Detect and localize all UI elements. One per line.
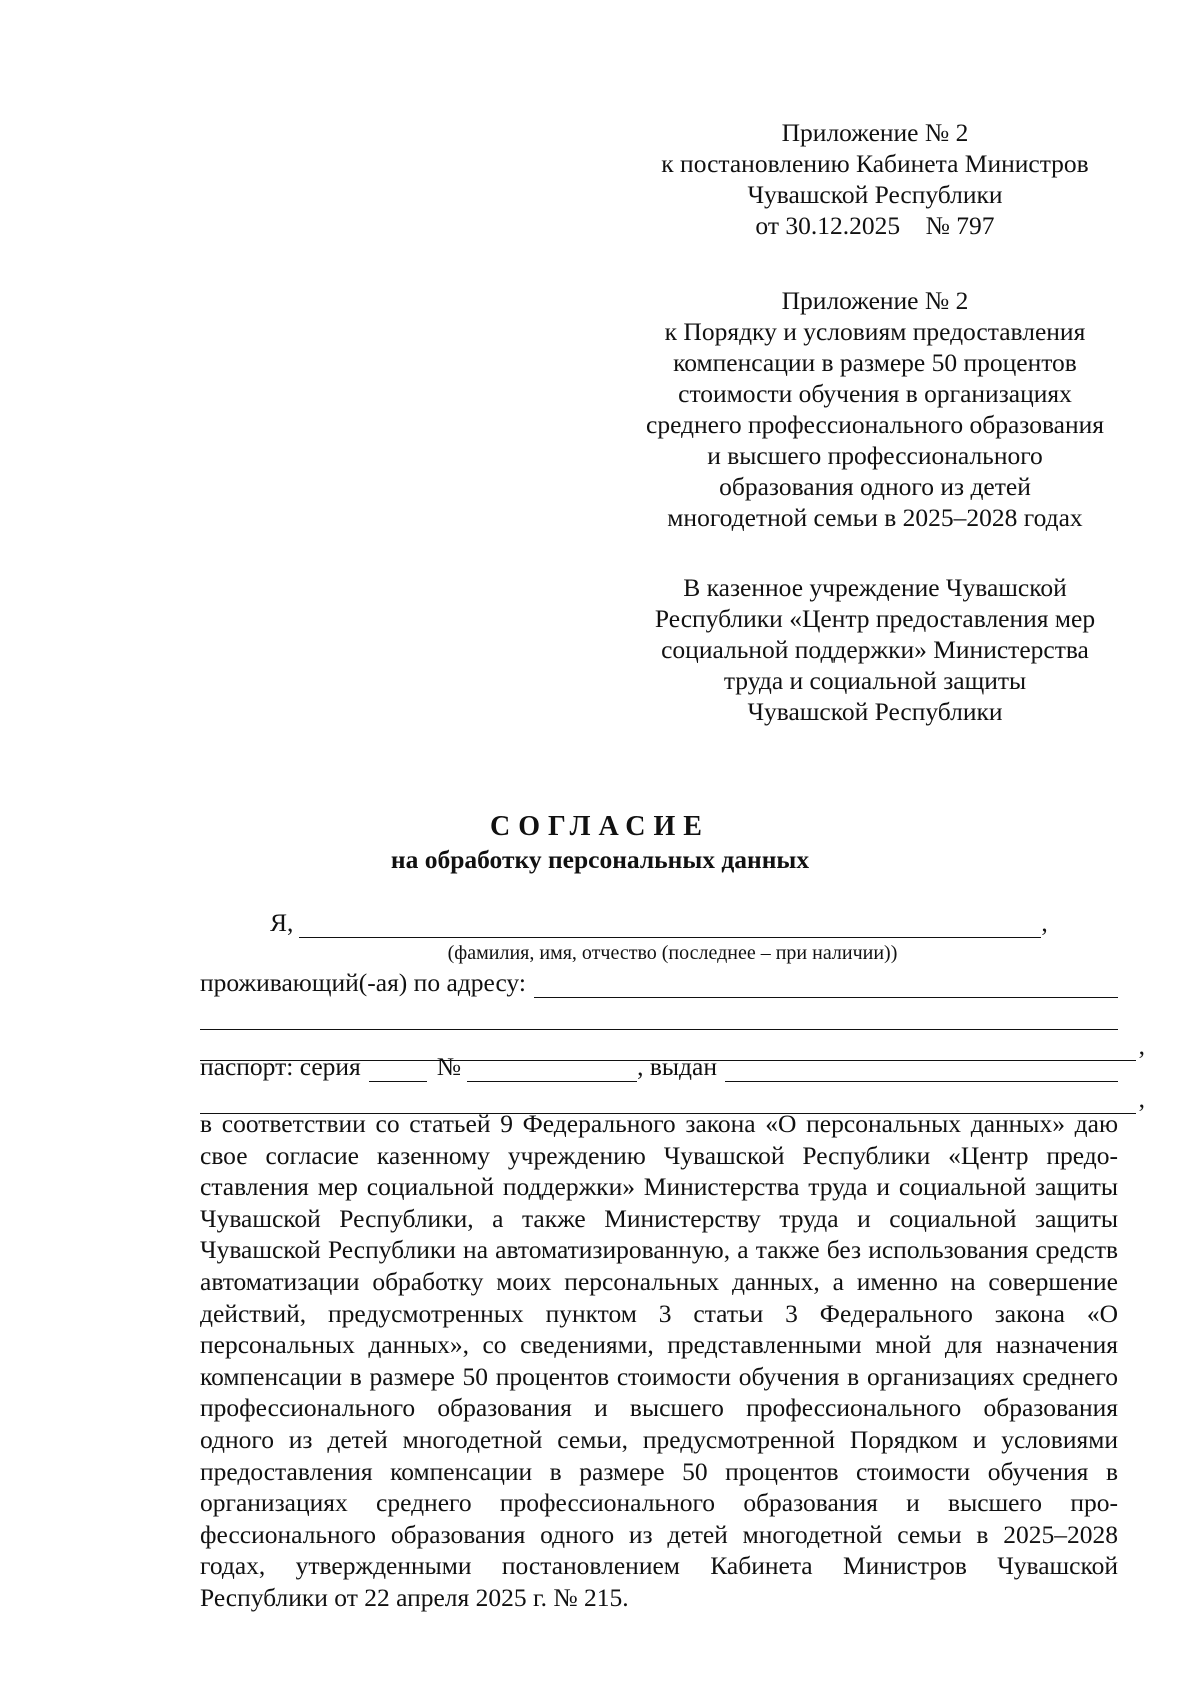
addressee-line: социальной поддержки» Министерства bbox=[661, 635, 1089, 664]
passport-series-field[interactable] bbox=[369, 1055, 427, 1082]
comma: , bbox=[1041, 908, 1048, 937]
appendix-procedure-line: стоимости обучения в организациях bbox=[678, 379, 1072, 408]
passport-number-label: № bbox=[436, 1052, 462, 1081]
full-name-field[interactable] bbox=[299, 911, 1041, 938]
addressee-line: Республики «Центр предоставления мер bbox=[654, 604, 1096, 633]
address-label: проживающий(-ая) по адресу: bbox=[200, 968, 526, 997]
address-row bbox=[200, 968, 1145, 998]
addressee-line: Чувашской Республики bbox=[747, 697, 1003, 726]
appendix-procedure-line: образования одного из детей bbox=[719, 472, 1031, 501]
addressee-line: труда и социальной защиты bbox=[723, 666, 1027, 695]
appendix-procedure-header bbox=[610, 285, 1140, 533]
address-field-line-1[interactable] bbox=[534, 971, 1118, 998]
address-row-2 bbox=[200, 1000, 1145, 1030]
appendix-procedure-line: многодетной семьи в 2025–2028 годах bbox=[667, 503, 1083, 532]
appendix-procedure-line: компенсации в размере 50 процентов bbox=[673, 348, 1077, 377]
issued-by-field[interactable] bbox=[725, 1055, 1118, 1082]
address-field-line-2[interactable] bbox=[200, 1003, 1118, 1030]
consent-paragraph: в соответствии со статьей 9 Федерального закона «О персональных данных» даю свое согласие казенному учреждению Чувашской Республики «Центр предоставления мер социальной поддержки» Министерства труда и социальной защиты Чувашской Республики, а также Министерству труда и социальной защиты Чувашской Республики на автоматизированную, а также без использования средств автоматизации обработку моих персональных данных, а именно на совершение действий, предусмотренных пунктом 3 статьи 3 Федерального закона «О персональных данных», со сведениями, представленными мной для назначения компенсации в размере 50 процентов стоимости обучения в организациях среднего профессионального образования и высшего профессионального образования одного из детей многодетной семьи, предусмотренной Порядком и условиями предоставления компенсации в размере 50 процентов стоимости обучения в организациях среднего профессионального образования и высшего профессионального образования одного из детей многодетной семьи в 2025–2028 годах, утвержденными постановлением Кабинета Министров Чувашской Республики от 22 апреля 2025 г. № 215. bbox=[200, 1109, 1118, 1612]
i-label: Я, bbox=[270, 908, 294, 937]
passport-number-field[interactable] bbox=[467, 1055, 637, 1082]
appendix-decree-date-number: от 30.12.2025 № 797 bbox=[755, 211, 995, 240]
addressee-block bbox=[610, 572, 1140, 727]
appendix-procedure-line: и высшего профессионального bbox=[707, 441, 1043, 470]
issued-by-label: , выдан bbox=[637, 1052, 717, 1081]
appendix-decree-header bbox=[610, 117, 1140, 241]
appendix-decree-line: к постановлению Кабинета Министров bbox=[661, 149, 1089, 178]
appendix-decree-line: Чувашской Республики bbox=[747, 180, 1003, 209]
appendix-procedure-line: к Порядку и условиям предоставления bbox=[664, 317, 1086, 346]
comma: , bbox=[1138, 1031, 1145, 1060]
passport-row bbox=[200, 1052, 1145, 1082]
name-row bbox=[200, 908, 1145, 938]
appendix-decree-line: Приложение № 2 bbox=[781, 118, 969, 147]
addressee-line: В казенное учреждение Чувашской bbox=[683, 573, 1067, 602]
appendix-procedure-line: среднего профессионального образования bbox=[646, 410, 1104, 439]
name-field-hint: (фамилия, имя, отчество (последнее – при наличии)) bbox=[447, 942, 898, 964]
passport-series-label: паспорт: серия bbox=[200, 1052, 361, 1081]
document-title: СОГЛАСИЕ bbox=[490, 811, 710, 842]
comma: , bbox=[1138, 1084, 1145, 1113]
document-subtitle: на обработку персональных данных bbox=[390, 845, 810, 874]
appendix-procedure-line: Приложение № 2 bbox=[781, 286, 969, 315]
